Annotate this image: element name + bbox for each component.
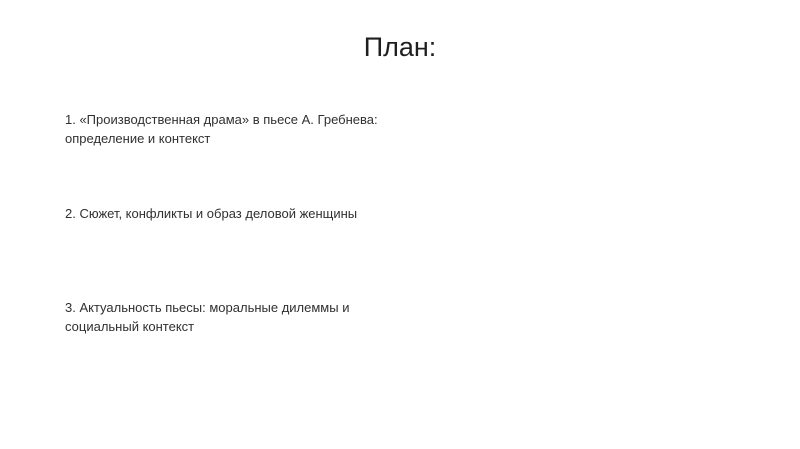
plan-item-3: 3. Актуальность пьесы: моральные дилеммы и социальный контекст [65, 300, 350, 334]
slide-title: План: [363, 32, 437, 62]
plan-item-1: 1. «Производственная драма» в пьесе А. Гребнева: определение и контекст [65, 112, 378, 146]
plan-item-2: 2. Сюжет, конфликты и образ деловой женщины [65, 206, 358, 221]
